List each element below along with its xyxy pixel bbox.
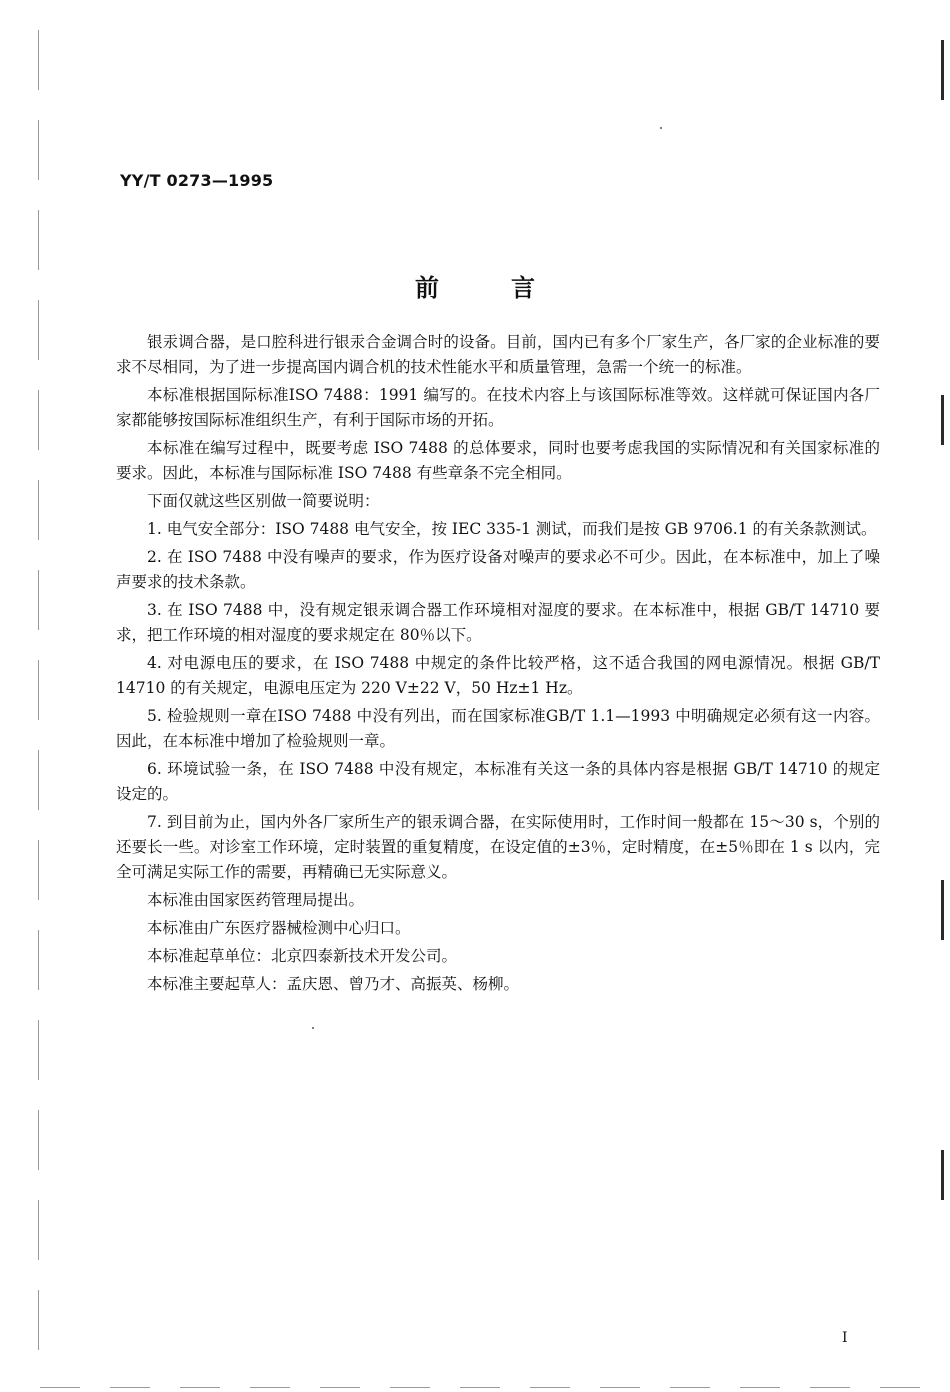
paragraph: 本标准由广东医疗器械检测中心归口。 (147, 919, 411, 937)
paragraph: 4. 对电源电压的要求，在 ISO 7488 中规定的条件比较严格，这不适合我国的网电源情况。根据 GB/T 14710 的有关规定，电源电压定为 220 V±22 V，50 Hz±1 Hz。 (116, 654, 880, 697)
scan-speck (660, 127, 662, 129)
paragraph: 本标准在编写过程中，既要考虑 ISO 7488 的总体要求，同时也要考虑我国的实际情况和有关国家标准的要求。因此，本标准与国际标准 ISO 7488 有些章条不完全相同。 (116, 439, 880, 482)
page-number: I (842, 1330, 848, 1346)
paragraph: 下面仅就这些区别做一简要说明： (147, 492, 380, 510)
title-char: 前 (415, 274, 439, 302)
scan-mark (941, 880, 944, 940)
paragraph: 2. 在 ISO 7488 中没有噪声的要求，作为医疗设备对噪声的要求必不可少。因此，在本标准中，加上了噪声要求的技术条款。 (116, 548, 880, 591)
scan-mark (941, 1150, 944, 1200)
scan-mark (941, 40, 944, 100)
paragraph: 7. 到目前为止，国内外各厂家所生产的银汞调合器，在实际使用时，工作时间一般都在 15～30 s，个别的还要长一些。对诊室工作环境，定时装置的重复精度，在设定值的±3％，定时精度，在±5％即在 1 s 以内，完全可满足实际工作的需要，再精确已无实际意义。 (116, 813, 880, 881)
section-title (0, 268, 950, 303)
paragraph: 本标准起草单位：北京四泰新技术开发公司。 (147, 947, 458, 965)
scan-speck (312, 1027, 314, 1029)
paragraph: 1. 电气安全部分：ISO 7488 电气安全，按 IEC 335-1 测试，而我们是按 GB 9706.1 的有关条款测试。 (147, 520, 877, 538)
paragraph: 本标准根据国际标准ISO 7488：1991 编写的。在技术内容上与该国际标准等效。这样就可保证国内各厂家都能够按国际标准组织生产，有利于国际市场的开拓。 (116, 386, 880, 429)
standard-code: YY/T 0273—1995 (120, 171, 274, 190)
paragraph: 5. 检验规则一章在ISO 7488 中没有列出，而在国家标准GB/T 1.1—1993 中明确规定必须有这一内容。因此，在本标准中增加了检验规则一章。 (116, 707, 880, 750)
paragraph: 本标准由国家医药管理局提出。 (147, 891, 365, 909)
scan-bottom-edge (40, 1387, 920, 1388)
paragraph: 6. 环境试验一条，在 ISO 7488 中没有规定，本标准有关这一条的具体内容是根据 GB/T 14710 的规定设定的。 (116, 760, 880, 803)
scan-mark (941, 395, 944, 445)
paragraph: 银汞调合器，是口腔科进行银汞合金调合时的设备。目前，国内已有多个厂家生产，各厂家的企业标准的要求不尽相同，为了进一步提高国内调合机的技术性能水平和质量管理，急需一个统一的标准。 (116, 333, 880, 376)
paragraph: 3. 在 ISO 7488 中，没有规定银汞调合器工作环境相对湿度的要求。在本标准中，根据 GB/T 14710 要求，把工作环境的相对湿度的要求规定在 80％以下。 (116, 601, 880, 644)
paragraph: 本标准主要起草人：孟庆恩、曾乃才、高振英、杨柳。 (147, 975, 520, 993)
title-char: 言 (511, 274, 535, 302)
scan-edge-line (38, 30, 39, 1370)
foreword-body (116, 330, 880, 1000)
